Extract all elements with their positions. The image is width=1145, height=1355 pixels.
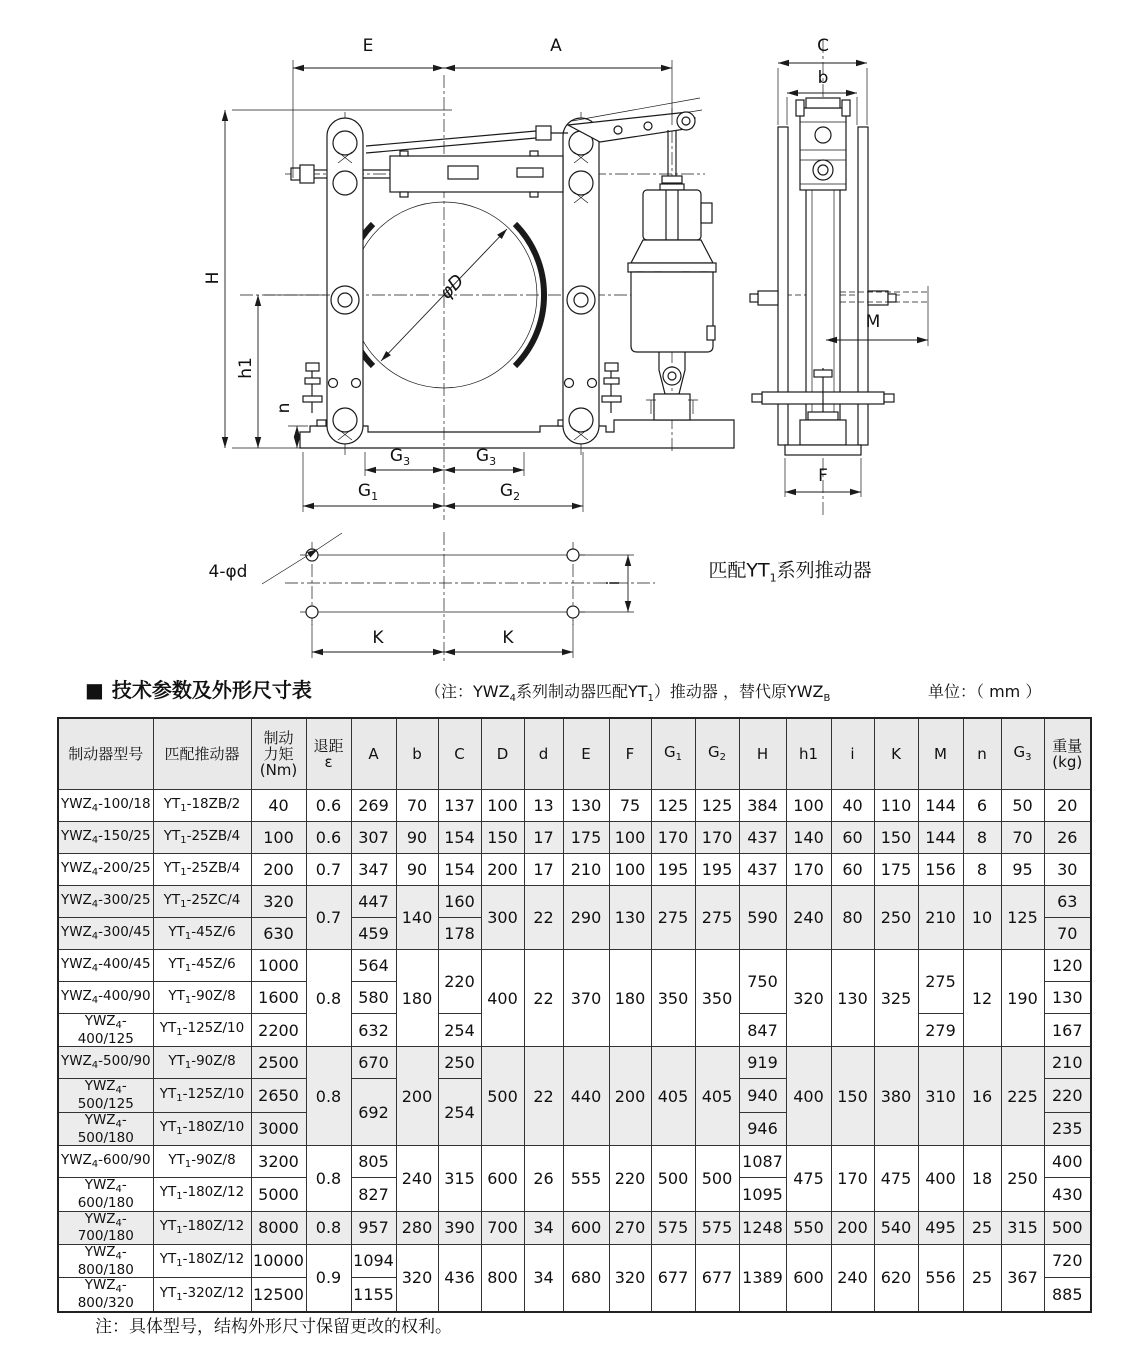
table-cell: 680 (563, 1244, 609, 1311)
table-cell: $YWZ_4-800/320$ (58, 1278, 153, 1312)
table-cell: 370 (563, 950, 609, 1047)
table-cell: 320 (786, 950, 831, 1047)
spec-table (57, 717, 1092, 1313)
table-cell: $YT_1-90Z/8$ (153, 982, 251, 1014)
table-cell: 140 (396, 886, 438, 950)
table-cell: 170 (651, 822, 695, 854)
section-title-text: 技术参数及外形尺寸表 (111, 678, 312, 702)
table-cell: 575 (651, 1211, 695, 1244)
dim-label-G3-right: $G_3$ (475, 445, 497, 469)
table-cell: 315 (438, 1146, 481, 1211)
table-cell: 100 (251, 822, 306, 854)
column-header: 制动器型号 (58, 718, 153, 790)
table-cell: 0.8 (306, 1211, 351, 1244)
table-cell: 677 (695, 1244, 739, 1311)
table-cell: 280 (396, 1211, 438, 1244)
section-title (85, 674, 312, 703)
table-cell: 447 (351, 886, 396, 918)
table-cell: $YT_1-180Z/10$ (153, 1112, 251, 1145)
column-header: $G_3$ (1001, 718, 1044, 790)
table-cell: 40 (251, 790, 306, 822)
table-cell: 18 (963, 1146, 1001, 1211)
table-cell: $YWZ_4-700/180$ (58, 1211, 153, 1244)
table-cell: 8000 (251, 1211, 306, 1244)
column-header: 制动 力矩 (Nm) (251, 718, 306, 790)
table-cell: 630 (251, 918, 306, 950)
table-cell: 75 (609, 790, 651, 822)
table-cell: $YT_1-320Z/12$ (153, 1278, 251, 1312)
dim-label-b: b (817, 68, 829, 88)
table-cell: 110 (874, 790, 918, 822)
dim-label-h1: h1 (236, 357, 256, 379)
table-cell: 80 (831, 886, 874, 950)
table-cell: 0.8 (306, 1146, 351, 1211)
table-cell: 270 (609, 1211, 651, 1244)
table-cell: 8 (963, 854, 1001, 886)
table-cell: 125 (695, 790, 739, 822)
table-cell: 367 (1001, 1244, 1044, 1311)
section-head (0, 670, 1145, 710)
table-cell: 3200 (251, 1146, 306, 1178)
table-cell: 95 (1001, 854, 1044, 886)
table-cell: 600 (786, 1244, 831, 1311)
table-cell: $YWZ_4-400/45$ (58, 950, 153, 982)
table-cell: 130 (609, 886, 651, 950)
column-header: h1 (786, 718, 831, 790)
dim-label-G1: $G_1$ (357, 480, 379, 504)
table-cell: 50 (1001, 790, 1044, 822)
table-row (58, 886, 1091, 918)
column-header: 退距 ε (306, 718, 351, 790)
table-cell: 919 (739, 1047, 786, 1079)
dim-label-G3-left: $G_3$ (389, 445, 411, 469)
table-cell: $YWZ_4-400/125$ (58, 1014, 153, 1047)
table-cell: 677 (651, 1244, 695, 1311)
table-cell: 580 (351, 982, 396, 1014)
table-cell: $YWZ_4-200/25$ (58, 854, 153, 886)
technical-drawing (0, 0, 1145, 665)
table-cell: 6 (963, 790, 1001, 822)
table-cell: 0.6 (306, 790, 351, 822)
table-cell: 22 (524, 1047, 563, 1146)
table-cell: 190 (1001, 950, 1044, 1047)
table-cell: $YWZ_4-300/25$ (58, 886, 153, 918)
table-cell: 250 (874, 886, 918, 950)
table-cell: 137 (438, 790, 481, 822)
table-cell: 384 (739, 790, 786, 822)
table-cell: 200 (251, 854, 306, 886)
table-cell: 40 (831, 790, 874, 822)
table-cell: 70 (396, 790, 438, 822)
column-header: n (963, 718, 1001, 790)
table-cell: 240 (831, 1244, 874, 1311)
table-cell: 400 (918, 1146, 963, 1211)
table-cell: 120 (1044, 950, 1091, 982)
dim-label-i: i (604, 580, 624, 586)
table-cell: $YT_1-125Z/10$ (153, 1014, 251, 1047)
table-cell: 150 (831, 1047, 874, 1146)
table-cell: 220 (1044, 1079, 1091, 1112)
table-cell: 325 (874, 950, 918, 1047)
table-cell: 0.9 (306, 1244, 351, 1311)
column-header: K (874, 718, 918, 790)
table-cell: 307 (351, 822, 396, 854)
table-cell: 500 (481, 1047, 524, 1146)
table-cell: 144 (918, 790, 963, 822)
table-cell: 250 (1001, 1146, 1044, 1211)
table-cell: 2650 (251, 1079, 306, 1112)
table-cell: 30 (1044, 854, 1091, 886)
table-cell: $YT_1-90Z/8$ (153, 1146, 251, 1178)
table-cell: 240 (396, 1146, 438, 1211)
table-cell: 315 (1001, 1211, 1044, 1244)
table-cell: $YT_1-90Z/8$ (153, 1047, 251, 1079)
table-row (58, 854, 1091, 886)
table-cell: 144 (918, 822, 963, 854)
table-cell: 2500 (251, 1047, 306, 1079)
table-cell: 1000 (251, 950, 306, 982)
table-cell: 805 (351, 1146, 396, 1178)
table-cell: $YWZ_4-500/180$ (58, 1112, 153, 1145)
table-cell: 63 (1044, 886, 1091, 918)
table-cell: 70 (1001, 822, 1044, 854)
dim-label-4-phi-d: 4-φd (208, 562, 248, 582)
table-cell: 275 (695, 886, 739, 950)
table-cell: 167 (1044, 1014, 1091, 1047)
table-cell: 200 (481, 854, 524, 886)
table-cell: 130 (563, 790, 609, 822)
column-header: A (351, 718, 396, 790)
table-cell: 254 (438, 1014, 481, 1047)
table-cell: 12500 (251, 1278, 306, 1312)
table-cell: 12 (963, 950, 1001, 1047)
table-cell: 459 (351, 918, 396, 950)
table-cell: 17 (524, 822, 563, 854)
table-cell: 210 (1044, 1047, 1091, 1079)
table-row (58, 1211, 1091, 1244)
table-cell: 400 (786, 1047, 831, 1146)
table-cell: 1087 (739, 1146, 786, 1178)
table-cell: 130 (1044, 982, 1091, 1014)
table-cell: 220 (438, 950, 481, 1014)
table-cell: 590 (739, 886, 786, 950)
table-cell: 405 (695, 1047, 739, 1146)
table-cell: $YWZ_4-500/125$ (58, 1079, 153, 1112)
table-cell: 564 (351, 950, 396, 982)
table-cell: 0.7 (306, 854, 351, 886)
table-cell: $YT_1-180Z/12$ (153, 1244, 251, 1277)
table-cell: 600 (563, 1211, 609, 1244)
dim-label-n: n (274, 402, 294, 414)
table-cell: 437 (739, 822, 786, 854)
table-cell: $YT_1-25ZC/4$ (153, 886, 251, 918)
table-cell: 10000 (251, 1244, 306, 1277)
table-cell: 400 (1044, 1146, 1091, 1178)
table-cell: $YT_1-180Z/12$ (153, 1178, 251, 1211)
column-header: i (831, 718, 874, 790)
table-cell: 130 (831, 950, 874, 1047)
table-cell: $YWZ_4-150/25$ (58, 822, 153, 854)
table-cell: 210 (563, 854, 609, 886)
table-cell: 475 (874, 1146, 918, 1211)
table-cell: 175 (563, 822, 609, 854)
column-header: $G_1$ (651, 718, 695, 790)
table-cell: 240 (786, 886, 831, 950)
table-cell: $YT_1-18ZB/2$ (153, 790, 251, 822)
column-header: b (396, 718, 438, 790)
table-cell: 100 (609, 822, 651, 854)
section-bullet: ■ (85, 678, 104, 702)
table-cell: 154 (438, 822, 481, 854)
table-cell: 500 (695, 1146, 739, 1211)
table-cell: 540 (874, 1211, 918, 1244)
table-cell: 100 (786, 790, 831, 822)
table-row (58, 950, 1091, 982)
table-cell: 556 (918, 1244, 963, 1311)
table-row (58, 1146, 1091, 1178)
column-header: E (563, 718, 609, 790)
table-cell: 495 (918, 1211, 963, 1244)
table-cell: 1155 (351, 1278, 396, 1312)
table-cell: 180 (396, 950, 438, 1047)
table-cell: $YT_1-180Z/12$ (153, 1211, 251, 1244)
table-cell: $YWZ_4-100/18$ (58, 790, 153, 822)
table-cell: 3000 (251, 1112, 306, 1145)
table-cell: 22 (524, 886, 563, 950)
table-cell: $YWZ_4-300/45$ (58, 918, 153, 950)
column-header: M (918, 718, 963, 790)
table-cell: 275 (651, 886, 695, 950)
table-cell: $YWZ_4-600/180$ (58, 1178, 153, 1211)
column-header: C (438, 718, 481, 790)
table-cell: 220 (609, 1146, 651, 1211)
dim-label-M: M (865, 312, 881, 332)
table-cell: 692 (351, 1079, 396, 1146)
table-row (58, 1047, 1091, 1079)
table-cell: 100 (609, 854, 651, 886)
table-cell: 0.8 (306, 1047, 351, 1146)
table-cell: 90 (396, 822, 438, 854)
footnote: 注：具体型号，结构外形尺寸保留更改的权利。 (95, 1317, 452, 1337)
dim-label-K-right: K (502, 628, 514, 648)
table-cell: $YT_1-45Z/6$ (153, 950, 251, 982)
table-cell: 140 (786, 822, 831, 854)
table-cell: 170 (786, 854, 831, 886)
table-cell: 440 (563, 1047, 609, 1146)
table-cell: $YWZ_4-600/90$ (58, 1146, 153, 1178)
section-unit: 单位：（ mm ） (928, 682, 1042, 701)
table-cell: 405 (651, 1047, 695, 1146)
table-cell: 22 (524, 950, 563, 1047)
column-header: D (481, 718, 524, 790)
table-cell: 210 (918, 886, 963, 950)
table-cell: $YT_1-125Z/10$ (153, 1079, 251, 1112)
table-cell: 632 (351, 1014, 396, 1047)
table-cell: 827 (351, 1178, 396, 1211)
table-cell: 1248 (739, 1211, 786, 1244)
table-cell: 475 (786, 1146, 831, 1211)
table-cell: $YT_1-25ZB/4$ (153, 822, 251, 854)
table-cell: 279 (918, 1014, 963, 1047)
dim-label-F: F (818, 466, 828, 486)
table-cell: 400 (481, 950, 524, 1047)
table-cell: 175 (874, 854, 918, 886)
table-cell: 20 (1044, 790, 1091, 822)
table-cell: 347 (351, 854, 396, 886)
table-cell: 200 (609, 1047, 651, 1146)
table-cell: 310 (918, 1047, 963, 1146)
table-cell: 10 (963, 886, 1001, 950)
table-cell: $YWZ_4-800/180$ (58, 1244, 153, 1277)
header-row (58, 718, 1091, 790)
column-header: H (739, 718, 786, 790)
table-cell: 750 (739, 950, 786, 1014)
table-cell: 125 (651, 790, 695, 822)
table-cell: 8 (963, 822, 1001, 854)
table-cell: 670 (351, 1047, 396, 1079)
table-cell: 320 (396, 1244, 438, 1311)
table-cell: 200 (831, 1211, 874, 1244)
table-cell: 380 (874, 1047, 918, 1146)
table-cell: 940 (739, 1079, 786, 1112)
table-cell: 26 (1044, 822, 1091, 854)
table-cell: 957 (351, 1211, 396, 1244)
spec-table-head (58, 718, 1091, 790)
table-cell: 5000 (251, 1178, 306, 1211)
table-cell: 720 (1044, 1244, 1091, 1277)
table-row (58, 822, 1091, 854)
table-cell: 178 (438, 918, 481, 950)
table-cell: 180 (609, 950, 651, 1047)
table-cell: 275 (918, 950, 963, 1014)
table-cell: 700 (481, 1211, 524, 1244)
table-cell: 150 (874, 822, 918, 854)
table-cell: 16 (963, 1047, 1001, 1146)
table-cell: 1095 (739, 1178, 786, 1211)
table-cell: 600 (481, 1146, 524, 1211)
table-cell: 555 (563, 1146, 609, 1211)
table-cell: 90 (396, 854, 438, 886)
column-header: d (524, 718, 563, 790)
table-cell: 125 (1001, 886, 1044, 950)
table-cell: 350 (695, 950, 739, 1047)
table-cell: 25 (963, 1244, 1001, 1311)
table-cell: 195 (651, 854, 695, 886)
table-cell: 269 (351, 790, 396, 822)
table-cell: 225 (1001, 1047, 1044, 1146)
table-cell: 1389 (739, 1244, 786, 1311)
table-cell: $YT_1-45Z/6$ (153, 918, 251, 950)
dim-label-phiD: φD (435, 270, 469, 304)
table-cell: 437 (739, 854, 786, 886)
table-cell: 320 (251, 886, 306, 918)
table-cell: 390 (438, 1211, 481, 1244)
table-cell: 847 (739, 1014, 786, 1047)
table-cell: 200 (396, 1047, 438, 1146)
table-cell: 60 (831, 822, 874, 854)
table-cell: 436 (438, 1244, 481, 1311)
table-cell: 2200 (251, 1014, 306, 1047)
brake-drawing-linework (0, 0, 1145, 665)
table-cell: 160 (438, 886, 481, 918)
dim-label-G2: $G_2$ (499, 480, 521, 504)
table-cell: 0.8 (306, 950, 351, 1047)
table-cell: 34 (524, 1244, 563, 1311)
table-cell: 34 (524, 1211, 563, 1244)
column-header: $G_2$ (695, 718, 739, 790)
column-header: 重量 (kg) (1044, 718, 1091, 790)
column-header: 匹配推动器 (153, 718, 251, 790)
table-cell: 250 (438, 1047, 481, 1079)
table-cell: 350 (651, 950, 695, 1047)
table-cell: 13 (524, 790, 563, 822)
table-cell: $YWZ_4-500/90$ (58, 1047, 153, 1079)
section-note: （注：$YWZ_4$系列制动器匹配$YT_1$）推动器 ，替代原$YWZ_B$ (425, 682, 831, 705)
table-cell: 195 (695, 854, 739, 886)
table-cell: 575 (695, 1211, 739, 1244)
table-cell: 0.6 (306, 822, 351, 854)
table-cell: 170 (695, 822, 739, 854)
dim-label-C: C (817, 36, 829, 56)
dim-label-A: A (550, 36, 562, 56)
dim-label-K-left: K (372, 628, 384, 648)
table-cell: 235 (1044, 1112, 1091, 1145)
table-cell: 885 (1044, 1278, 1091, 1312)
table-cell: 17 (524, 854, 563, 886)
table-cell: 26 (524, 1146, 563, 1211)
table-cell: 0.7 (306, 886, 351, 950)
table-cell: 290 (563, 886, 609, 950)
table-cell: 500 (651, 1146, 695, 1211)
dim-label-E: E (362, 36, 374, 56)
dim-label-H: H (203, 271, 223, 285)
table-cell: 25 (963, 1211, 1001, 1244)
drawing-caption: 匹配$YT_1$系列推动器 (708, 559, 872, 585)
table-cell: 150 (481, 822, 524, 854)
table-cell: 156 (918, 854, 963, 886)
table-cell: 1094 (351, 1244, 396, 1277)
table-cell: 254 (438, 1079, 481, 1146)
table-cell: 60 (831, 854, 874, 886)
table-cell: 300 (481, 886, 524, 950)
table-cell: 70 (1044, 918, 1091, 950)
table-cell: 100 (481, 790, 524, 822)
table-cell: 800 (481, 1244, 524, 1311)
table-cell: $YT_1-25ZB/4$ (153, 854, 251, 886)
table-cell: 500 (1044, 1211, 1091, 1244)
spec-table-body (58, 790, 1091, 1312)
column-header: F (609, 718, 651, 790)
table-cell: $YWZ_4-400/90$ (58, 982, 153, 1014)
table-cell: 154 (438, 854, 481, 886)
table-cell: 620 (874, 1244, 918, 1311)
table-cell: 430 (1044, 1178, 1091, 1211)
table-cell: 320 (609, 1244, 651, 1311)
table-cell: 550 (786, 1211, 831, 1244)
table-cell: 946 (739, 1112, 786, 1145)
table-row (58, 1244, 1091, 1277)
table-cell: 1600 (251, 982, 306, 1014)
table-row (58, 790, 1091, 822)
table-cell: 170 (831, 1146, 874, 1211)
